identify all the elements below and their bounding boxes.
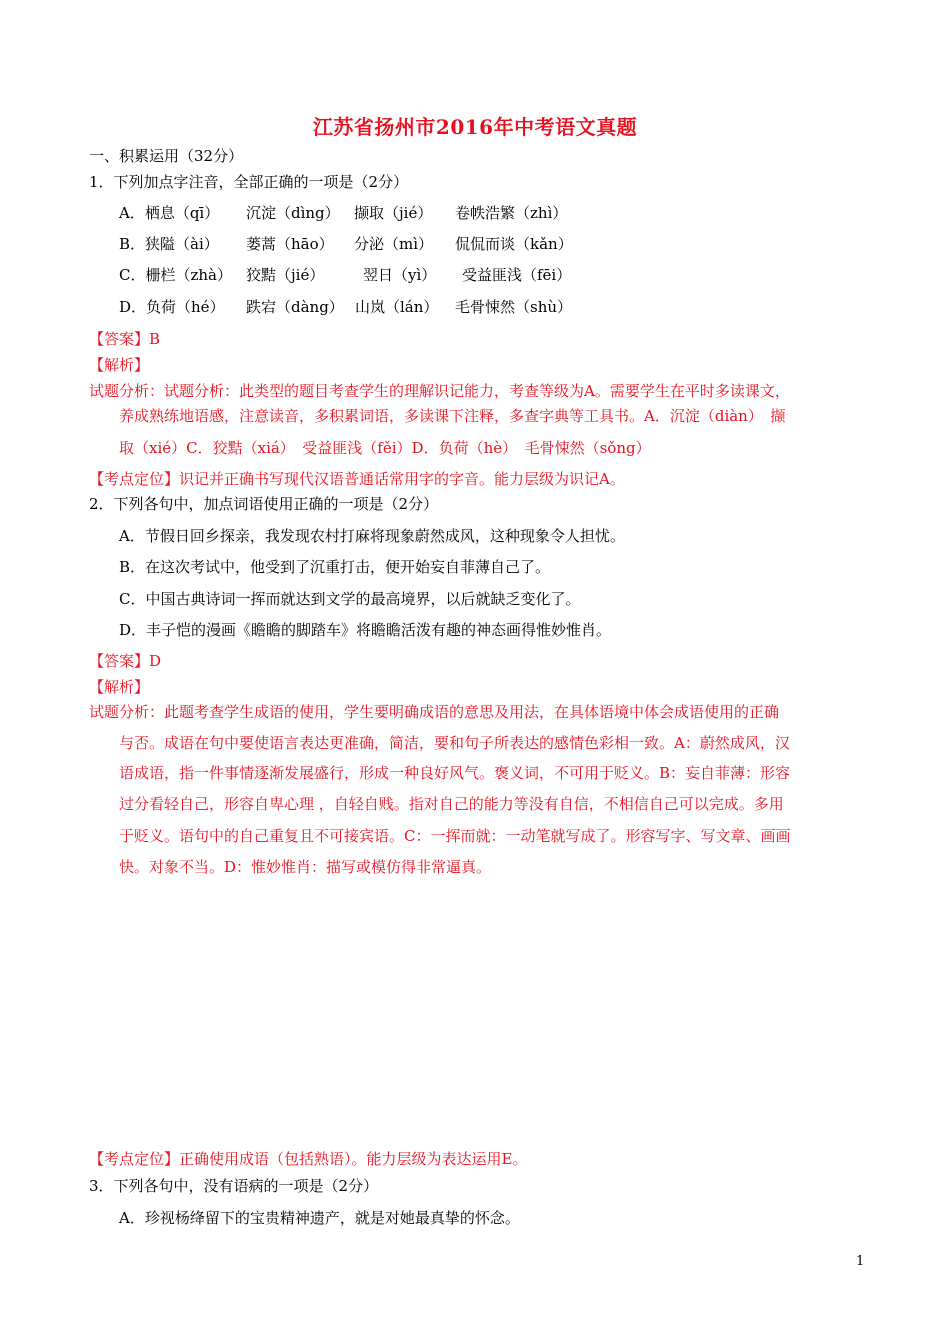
q2-kp-tag: 【考点定位】 bbox=[89, 1150, 180, 1168]
q1-key-point bbox=[89, 469, 625, 489]
q1-c-3: 翌日（yì） bbox=[363, 266, 437, 284]
q1-b-4: 侃侃而谈（kǎn） bbox=[455, 235, 573, 253]
q2-answer-tag: 【答案】 bbox=[89, 652, 150, 670]
q2-option-a: A．节假日回乡探亲，我发现农村打麻将现象蔚然成风，这种现象令人担忧。 bbox=[119, 527, 625, 545]
q2-option-b: B．在这次考试中，他受到了沉重打击，便开始妄自菲薄自己了。 bbox=[119, 558, 551, 576]
q1-answer-value: B bbox=[149, 330, 161, 348]
q2-answer bbox=[89, 651, 161, 671]
q1-answer bbox=[89, 329, 160, 349]
q1-option-d bbox=[119, 297, 572, 317]
q1-c-4: 受益匪浅（fēi） bbox=[462, 266, 572, 284]
q1-a-3: 撷取（jié） bbox=[354, 204, 433, 222]
q1-a-1: A．栖息（qī） bbox=[119, 204, 220, 222]
page-number: 1 bbox=[856, 1254, 865, 1269]
q1-a-2: 沉淀（dìng） bbox=[246, 204, 340, 222]
q1-analysis-tag: 【解析】 bbox=[89, 356, 150, 374]
q2-analysis-line: 与否。成语在句中要使语言表达更准确，简洁，要和句子所表达的感情色彩相一致。A：蔚然成风，汉 bbox=[119, 734, 790, 752]
q1-b-3: 分泌（mì） bbox=[354, 235, 434, 253]
q3-stem: 3．下列各句中，没有语病的一项是（2分） bbox=[89, 1177, 379, 1195]
q1-option-b bbox=[119, 234, 573, 254]
q2-option-d: D．丰子恺的漫画《瞻瞻的脚踏车》将瞻瞻活泼有趣的神态画得惟妙惟肖。 bbox=[119, 621, 612, 639]
q2-answer-value: D bbox=[149, 652, 162, 670]
q2-option-c: C．中国古典诗词一挥而就达到文学的最高境界，以后就缺乏变化了。 bbox=[119, 590, 581, 608]
q1-option-a bbox=[119, 203, 567, 223]
q3-option-a: A．珍视杨绛留下的宝贵精神遗产，就是对她最真挚的怀念。 bbox=[119, 1209, 520, 1227]
q1-answer-tag: 【答案】 bbox=[89, 330, 150, 348]
q2-stem: 2．下列各句中，加点词语使用正确的一项是（2分） bbox=[89, 495, 439, 513]
q2-analysis-line: 于贬义。语句中的自己重复且不可接宾语。C：一挥而就：一动笔就写成了。形容写字、写文章、画画 bbox=[119, 827, 791, 845]
q1-kp-tag: 【考点定位】 bbox=[89, 470, 180, 488]
q1-analysis-line: 取（xié）C．狡黠（xiá） 受益匪浅（fěi）D．负荷（hè） 毛骨悚然（sǒng） bbox=[119, 439, 651, 457]
q1-d-4: 毛骨悚然（shù） bbox=[455, 298, 573, 316]
q1-a-4: 卷帙浩繁（zhì） bbox=[455, 204, 568, 222]
q2-analysis-line: 试题分析：此题考查学生成语的使用，学生要明确成语的意思及用法，在具体语境中体会成语使用的正确 bbox=[89, 703, 780, 721]
q1-b-1: B．狭隘（ài） bbox=[119, 235, 219, 253]
q1-option-c bbox=[119, 265, 571, 285]
q1-stem: 1．下列加点字注音，全部正确的一项是（2分） bbox=[89, 173, 409, 191]
q1-c-2: 狡黠（jié） bbox=[246, 266, 325, 284]
q1-analysis-line: 养成熟练地语感，注意读音，多积累词语，多读课下注释，多查字典等工具书。A．沉淀（diàn） 撷 bbox=[119, 407, 786, 425]
q1-d-3: 山岚（lán） bbox=[355, 298, 439, 316]
page-title: 江苏省扬州市2016年中考语文真题 bbox=[312, 115, 638, 139]
q1-b-2: 蒌蒿（hāo） bbox=[246, 235, 334, 253]
section-heading: 一、积累运用（32分） bbox=[89, 147, 244, 165]
q1-kp-text: 识记并正确书写现代汉语普通话常用字的字音。能力层级为识记A。 bbox=[179, 470, 625, 488]
q1-d-2: 跌宕（dàng） bbox=[246, 298, 344, 316]
q2-analysis-line: 语成语，指一件事情逐渐发展盛行，形成一种良好风气。褒义词，不可用于贬义。B：妄自菲薄：形容 bbox=[119, 764, 791, 782]
q2-analysis-tag: 【解析】 bbox=[89, 678, 150, 696]
q2-key-point bbox=[89, 1149, 527, 1169]
q2-analysis-line: 快。对象不当。D：惟妙惟肖：描写或模仿得非常逼真。 bbox=[119, 858, 492, 876]
q2-kp-text: 正确使用成语（包括熟语）。能力层级为表达运用E。 bbox=[179, 1150, 528, 1168]
q1-c-1: C．栅栏（zhà） bbox=[119, 266, 232, 284]
q1-analysis-line: 试题分析：试题分析：此类型的题目考查学生的理解识记能力，考查等级为A。需要学生在平时多读课文， bbox=[89, 382, 790, 400]
q1-d-1: D．负荷（hé） bbox=[119, 298, 225, 316]
q2-analysis-line: 过分看轻自己，形容自卑心理 ，自轻自贱。指对自己的能力等没有自信，不相信自己可以完成。多用 bbox=[119, 795, 784, 813]
